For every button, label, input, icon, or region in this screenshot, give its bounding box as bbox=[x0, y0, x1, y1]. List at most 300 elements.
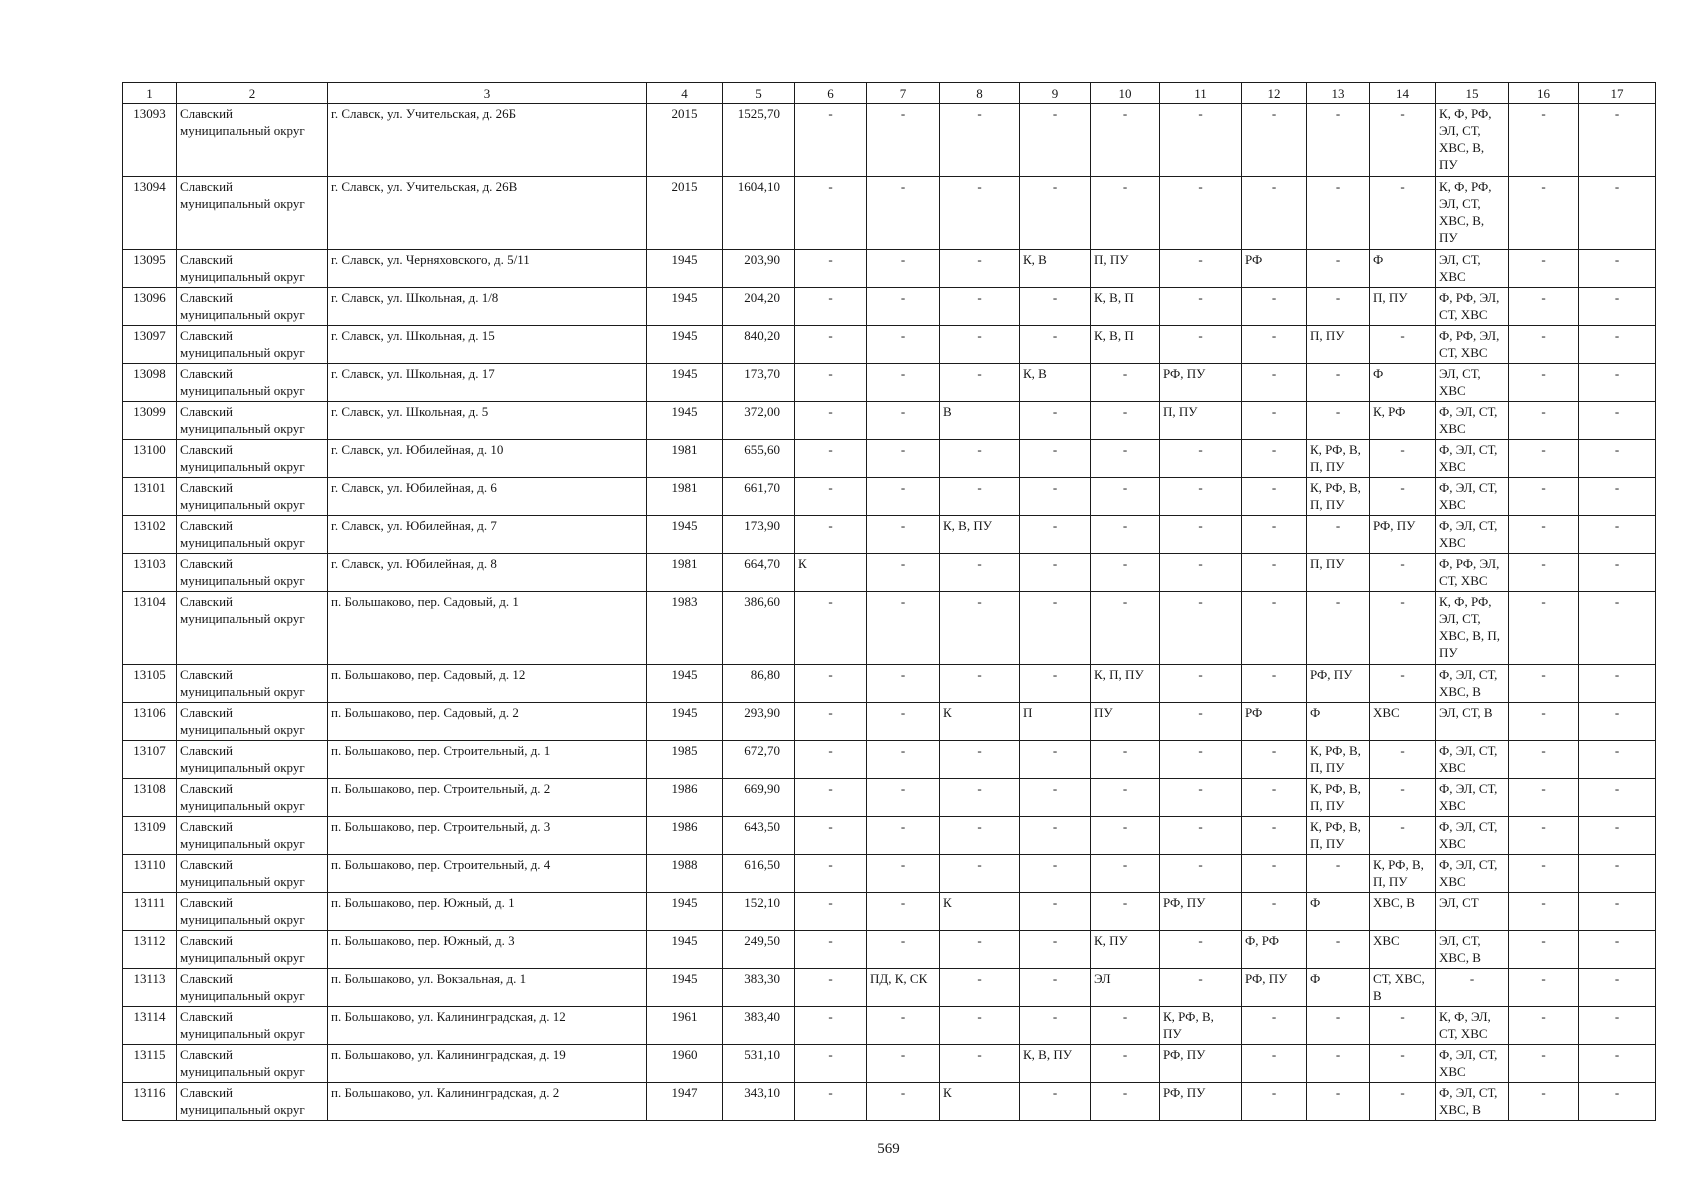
column-11-cell: РФ, ПУ bbox=[1160, 364, 1242, 402]
column-6-cell: - bbox=[795, 893, 867, 931]
column-11-cell: - bbox=[1160, 969, 1242, 1007]
area-cell: 616,50 bbox=[723, 855, 795, 893]
column-17-cell: - bbox=[1579, 592, 1656, 665]
record-number-cell: 13101 bbox=[123, 478, 177, 516]
column-14-cell: - bbox=[1370, 741, 1436, 779]
column-16-cell: - bbox=[1509, 779, 1579, 817]
column-17-cell: - bbox=[1579, 741, 1656, 779]
area-cell: 293,90 bbox=[723, 703, 795, 741]
column-6-cell: - bbox=[795, 703, 867, 741]
area-cell: 173,70 bbox=[723, 364, 795, 402]
year-cell: 1945 bbox=[647, 969, 723, 1007]
column-14-cell: - bbox=[1370, 478, 1436, 516]
column-11-cell: РФ, ПУ bbox=[1160, 1083, 1242, 1121]
column-header: 1 bbox=[123, 83, 177, 104]
column-9-cell: - bbox=[1020, 516, 1091, 554]
column-14-cell: - bbox=[1370, 1045, 1436, 1083]
year-cell: 1945 bbox=[647, 665, 723, 703]
column-9-cell: - bbox=[1020, 104, 1091, 177]
area-cell: 669,90 bbox=[723, 779, 795, 817]
column-16-cell: - bbox=[1509, 1007, 1579, 1045]
column-7-cell: - bbox=[867, 440, 940, 478]
column-15-cell: К, Ф, РФ, ЭЛ, СТ, ХВС, В, П, ПУ bbox=[1436, 592, 1509, 665]
address-cell: п. Большаково, пер. Строительный, д. 1 bbox=[328, 741, 647, 779]
column-15-cell: Ф, ЭЛ, СТ, ХВС, В bbox=[1436, 665, 1509, 703]
column-8-cell: - bbox=[940, 440, 1020, 478]
table-row bbox=[123, 1083, 1656, 1121]
column-11-cell: - bbox=[1160, 931, 1242, 969]
column-13-cell: П, ПУ bbox=[1307, 554, 1370, 592]
column-9-cell: К, В, ПУ bbox=[1020, 1045, 1091, 1083]
column-6-cell: - bbox=[795, 817, 867, 855]
table-row bbox=[123, 893, 1656, 931]
column-9-cell: - bbox=[1020, 931, 1091, 969]
column-6-cell: - bbox=[795, 969, 867, 1007]
address-cell: г. Славск, ул. Школьная, д. 1/8 bbox=[328, 288, 647, 326]
area-cell: 204,20 bbox=[723, 288, 795, 326]
table-row bbox=[123, 402, 1656, 440]
column-10-cell: - bbox=[1091, 592, 1160, 665]
column-15-cell: ЭЛ, СТ, ХВС, В bbox=[1436, 931, 1509, 969]
address-cell: п. Большаково, ул. Вокзальная, д. 1 bbox=[328, 969, 647, 1007]
column-6-cell: - bbox=[795, 326, 867, 364]
column-header: 16 bbox=[1509, 83, 1579, 104]
municipality-cell: Славский муниципальный округ bbox=[177, 703, 328, 741]
column-14-cell: - bbox=[1370, 440, 1436, 478]
column-7-cell: - bbox=[867, 250, 940, 288]
column-13-cell: П, ПУ bbox=[1307, 326, 1370, 364]
table-row bbox=[123, 703, 1656, 741]
column-16-cell: - bbox=[1509, 1083, 1579, 1121]
table-row bbox=[123, 364, 1656, 402]
column-12-cell: - bbox=[1242, 665, 1307, 703]
column-16-cell: - bbox=[1509, 817, 1579, 855]
column-15-cell: Ф, ЭЛ, СТ, ХВС bbox=[1436, 817, 1509, 855]
year-cell: 1945 bbox=[647, 250, 723, 288]
column-17-cell: - bbox=[1579, 402, 1656, 440]
column-17-cell: - bbox=[1579, 440, 1656, 478]
column-14-cell: - bbox=[1370, 1083, 1436, 1121]
record-number-cell: 13106 bbox=[123, 703, 177, 741]
column-12-cell: - bbox=[1242, 104, 1307, 177]
column-8-cell: - bbox=[940, 1007, 1020, 1045]
column-12-cell: - bbox=[1242, 1045, 1307, 1083]
municipality-cell: Славский муниципальный округ bbox=[177, 855, 328, 893]
column-10-cell: ПУ bbox=[1091, 703, 1160, 741]
column-8-cell: - bbox=[940, 177, 1020, 250]
column-7-cell: - bbox=[867, 817, 940, 855]
column-11-cell: П, ПУ bbox=[1160, 402, 1242, 440]
column-17-cell: - bbox=[1579, 779, 1656, 817]
area-cell: 840,20 bbox=[723, 326, 795, 364]
column-10-cell: К, П, ПУ bbox=[1091, 665, 1160, 703]
address-cell: г. Славск, ул. Юбилейная, д. 10 bbox=[328, 440, 647, 478]
year-cell: 1986 bbox=[647, 817, 723, 855]
column-11-cell: - bbox=[1160, 177, 1242, 250]
column-10-cell: - bbox=[1091, 440, 1160, 478]
column-header: 13 bbox=[1307, 83, 1370, 104]
column-12-cell: - bbox=[1242, 817, 1307, 855]
year-cell: 2015 bbox=[647, 104, 723, 177]
address-cell: г. Славск, ул. Юбилейная, д. 6 bbox=[328, 478, 647, 516]
column-14-cell: ХВС bbox=[1370, 703, 1436, 741]
column-10-cell: - bbox=[1091, 364, 1160, 402]
column-6-cell: - bbox=[795, 288, 867, 326]
year-cell: 2015 bbox=[647, 177, 723, 250]
address-cell: г. Славск, ул. Школьная, д. 15 bbox=[328, 326, 647, 364]
column-10-cell: К, В, П bbox=[1091, 326, 1160, 364]
municipality-cell: Славский муниципальный округ bbox=[177, 104, 328, 177]
table-row bbox=[123, 554, 1656, 592]
column-13-cell: - bbox=[1307, 177, 1370, 250]
year-cell: 1988 bbox=[647, 855, 723, 893]
table-row bbox=[123, 104, 1656, 177]
column-11-cell: - bbox=[1160, 779, 1242, 817]
column-12-cell: - bbox=[1242, 741, 1307, 779]
area-cell: 372,00 bbox=[723, 402, 795, 440]
column-9-cell: - bbox=[1020, 779, 1091, 817]
area-cell: 173,90 bbox=[723, 516, 795, 554]
column-14-cell: - bbox=[1370, 779, 1436, 817]
column-16-cell: - bbox=[1509, 402, 1579, 440]
column-14-cell: П, ПУ bbox=[1370, 288, 1436, 326]
column-9-cell: - bbox=[1020, 817, 1091, 855]
column-6-cell: - bbox=[795, 516, 867, 554]
column-15-cell: Ф, ЭЛ, СТ, ХВС bbox=[1436, 1045, 1509, 1083]
area-cell: 664,70 bbox=[723, 554, 795, 592]
year-cell: 1947 bbox=[647, 1083, 723, 1121]
column-11-cell: - bbox=[1160, 855, 1242, 893]
column-9-cell: - bbox=[1020, 592, 1091, 665]
area-cell: 383,30 bbox=[723, 969, 795, 1007]
column-12-cell: РФ bbox=[1242, 703, 1307, 741]
column-10-cell: К, ПУ bbox=[1091, 931, 1160, 969]
column-9-cell: - bbox=[1020, 855, 1091, 893]
column-7-cell: - bbox=[867, 779, 940, 817]
column-12-cell: - bbox=[1242, 478, 1307, 516]
municipality-cell: Славский муниципальный округ bbox=[177, 592, 328, 665]
column-9-cell: П bbox=[1020, 703, 1091, 741]
column-6-cell: - bbox=[795, 250, 867, 288]
municipality-cell: Славский муниципальный округ bbox=[177, 1045, 328, 1083]
column-15-cell: Ф, РФ, ЭЛ, СТ, ХВС bbox=[1436, 554, 1509, 592]
column-10-cell: К, В, П bbox=[1091, 288, 1160, 326]
column-13-cell: - bbox=[1307, 1045, 1370, 1083]
record-number-cell: 13094 bbox=[123, 177, 177, 250]
record-number-cell: 13114 bbox=[123, 1007, 177, 1045]
column-14-cell: - bbox=[1370, 326, 1436, 364]
column-9-cell: - bbox=[1020, 1083, 1091, 1121]
column-17-cell: - bbox=[1579, 855, 1656, 893]
column-17-cell: - bbox=[1579, 1083, 1656, 1121]
column-9-cell: - bbox=[1020, 478, 1091, 516]
column-13-cell: - bbox=[1307, 1083, 1370, 1121]
record-number-cell: 13097 bbox=[123, 326, 177, 364]
column-16-cell: - bbox=[1509, 104, 1579, 177]
municipality-cell: Славский муниципальный округ bbox=[177, 326, 328, 364]
address-cell: п. Большаково, пер. Южный, д. 3 bbox=[328, 931, 647, 969]
column-header: 15 bbox=[1436, 83, 1509, 104]
column-16-cell: - bbox=[1509, 931, 1579, 969]
column-8-cell: В bbox=[940, 402, 1020, 440]
column-12-cell: РФ bbox=[1242, 250, 1307, 288]
column-10-cell: - bbox=[1091, 1083, 1160, 1121]
column-16-cell: - bbox=[1509, 969, 1579, 1007]
column-9-cell: - bbox=[1020, 288, 1091, 326]
record-number-cell: 13096 bbox=[123, 288, 177, 326]
record-number-cell: 13116 bbox=[123, 1083, 177, 1121]
column-7-cell: - bbox=[867, 1007, 940, 1045]
column-15-cell: ЭЛ, СТ, В bbox=[1436, 703, 1509, 741]
column-10-cell: - bbox=[1091, 402, 1160, 440]
column-14-cell: К, РФ bbox=[1370, 402, 1436, 440]
year-cell: 1981 bbox=[647, 440, 723, 478]
column-14-cell: ХВС bbox=[1370, 931, 1436, 969]
column-16-cell: - bbox=[1509, 326, 1579, 364]
column-header: 7 bbox=[867, 83, 940, 104]
column-10-cell: - bbox=[1091, 741, 1160, 779]
column-13-cell: - bbox=[1307, 855, 1370, 893]
record-number-cell: 13098 bbox=[123, 364, 177, 402]
column-8-cell: К bbox=[940, 703, 1020, 741]
column-8-cell: - bbox=[940, 779, 1020, 817]
column-7-cell: - bbox=[867, 177, 940, 250]
column-6-cell: - bbox=[795, 779, 867, 817]
column-11-cell: РФ, ПУ bbox=[1160, 893, 1242, 931]
table-row bbox=[123, 931, 1656, 969]
column-8-cell: - bbox=[940, 364, 1020, 402]
area-cell: 343,10 bbox=[723, 1083, 795, 1121]
column-14-cell: СТ, ХВС, В bbox=[1370, 969, 1436, 1007]
column-13-cell: РФ, ПУ bbox=[1307, 665, 1370, 703]
column-9-cell: - bbox=[1020, 741, 1091, 779]
column-11-cell: - bbox=[1160, 250, 1242, 288]
column-header: 12 bbox=[1242, 83, 1307, 104]
column-7-cell: - bbox=[867, 741, 940, 779]
column-header: 11 bbox=[1160, 83, 1242, 104]
area-cell: 672,70 bbox=[723, 741, 795, 779]
column-11-cell: РФ, ПУ bbox=[1160, 1045, 1242, 1083]
column-7-cell: - bbox=[867, 554, 940, 592]
address-cell: п. Большаково, пер. Строительный, д. 2 bbox=[328, 779, 647, 817]
column-16-cell: - bbox=[1509, 592, 1579, 665]
record-number-cell: 13095 bbox=[123, 250, 177, 288]
column-7-cell: - bbox=[867, 665, 940, 703]
column-13-cell: - bbox=[1307, 288, 1370, 326]
column-16-cell: - bbox=[1509, 855, 1579, 893]
table-row bbox=[123, 288, 1656, 326]
column-11-cell: - bbox=[1160, 440, 1242, 478]
column-8-cell: - bbox=[940, 326, 1020, 364]
column-8-cell: - bbox=[940, 969, 1020, 1007]
column-10-cell: П, ПУ bbox=[1091, 250, 1160, 288]
column-15-cell: К, Ф, РФ, ЭЛ, СТ, ХВС, В, ПУ bbox=[1436, 104, 1509, 177]
address-cell: г. Славск, ул. Учительская, д. 26Б bbox=[328, 104, 647, 177]
column-14-cell: - bbox=[1370, 665, 1436, 703]
column-14-cell: ХВС, В bbox=[1370, 893, 1436, 931]
municipality-cell: Славский муниципальный округ bbox=[177, 893, 328, 931]
column-9-cell: - bbox=[1020, 177, 1091, 250]
column-8-cell: - bbox=[940, 931, 1020, 969]
municipality-cell: Славский муниципальный округ bbox=[177, 478, 328, 516]
year-cell: 1945 bbox=[647, 516, 723, 554]
column-10-cell: - bbox=[1091, 478, 1160, 516]
area-cell: 86,80 bbox=[723, 665, 795, 703]
year-cell: 1945 bbox=[647, 402, 723, 440]
column-15-cell: ЭЛ, СТ bbox=[1436, 893, 1509, 931]
column-17-cell: - bbox=[1579, 665, 1656, 703]
year-cell: 1985 bbox=[647, 741, 723, 779]
column-14-cell: - bbox=[1370, 1007, 1436, 1045]
column-11-cell: К, РФ, В, ПУ bbox=[1160, 1007, 1242, 1045]
column-9-cell: К, В bbox=[1020, 250, 1091, 288]
record-number-cell: 13109 bbox=[123, 817, 177, 855]
column-17-cell: - bbox=[1579, 931, 1656, 969]
address-cell: г. Славск, ул. Школьная, д. 17 bbox=[328, 364, 647, 402]
column-7-cell: - bbox=[867, 104, 940, 177]
column-13-cell: - bbox=[1307, 1007, 1370, 1045]
column-header: 3 bbox=[328, 83, 647, 104]
year-cell: 1945 bbox=[647, 288, 723, 326]
record-number-cell: 13099 bbox=[123, 402, 177, 440]
address-cell: п. Большаково, ул. Калининградская, д. 2 bbox=[328, 1083, 647, 1121]
column-17-cell: - bbox=[1579, 1007, 1656, 1045]
column-17-cell: - bbox=[1579, 250, 1656, 288]
column-15-cell: Ф, РФ, ЭЛ, СТ, ХВС bbox=[1436, 326, 1509, 364]
year-cell: 1945 bbox=[647, 703, 723, 741]
address-cell: п. Большаково, ул. Калининградская, д. 12 bbox=[328, 1007, 647, 1045]
column-17-cell: - bbox=[1579, 364, 1656, 402]
column-9-cell: - bbox=[1020, 665, 1091, 703]
column-16-cell: - bbox=[1509, 554, 1579, 592]
column-14-cell: - bbox=[1370, 104, 1436, 177]
column-7-cell: - bbox=[867, 402, 940, 440]
column-10-cell: - bbox=[1091, 1007, 1160, 1045]
column-12-cell: - bbox=[1242, 1007, 1307, 1045]
municipality-cell: Славский муниципальный округ bbox=[177, 364, 328, 402]
column-15-cell: - bbox=[1436, 969, 1509, 1007]
column-10-cell: - bbox=[1091, 1045, 1160, 1083]
area-cell: 152,10 bbox=[723, 893, 795, 931]
table-row bbox=[123, 440, 1656, 478]
record-number-cell: 13115 bbox=[123, 1045, 177, 1083]
column-13-cell: - bbox=[1307, 592, 1370, 665]
column-8-cell: К, В, ПУ bbox=[940, 516, 1020, 554]
column-6-cell: - bbox=[795, 478, 867, 516]
area-cell: 1525,70 bbox=[723, 104, 795, 177]
column-header: 9 bbox=[1020, 83, 1091, 104]
column-16-cell: - bbox=[1509, 440, 1579, 478]
municipality-cell: Славский муниципальный округ bbox=[177, 1083, 328, 1121]
table-row bbox=[123, 741, 1656, 779]
column-13-cell: К, РФ, В, П, ПУ bbox=[1307, 741, 1370, 779]
record-number-cell: 13105 bbox=[123, 665, 177, 703]
column-6-cell: - bbox=[795, 177, 867, 250]
column-13-cell: - bbox=[1307, 931, 1370, 969]
area-cell: 383,40 bbox=[723, 1007, 795, 1045]
area-cell: 249,50 bbox=[723, 931, 795, 969]
column-9-cell: - bbox=[1020, 1007, 1091, 1045]
column-12-cell: - bbox=[1242, 592, 1307, 665]
column-12-cell: - bbox=[1242, 364, 1307, 402]
column-14-cell: - bbox=[1370, 177, 1436, 250]
column-14-cell: Ф bbox=[1370, 250, 1436, 288]
column-6-cell: К bbox=[795, 554, 867, 592]
column-10-cell: - bbox=[1091, 855, 1160, 893]
column-17-cell: - bbox=[1579, 893, 1656, 931]
column-8-cell: - bbox=[940, 250, 1020, 288]
column-10-cell: - bbox=[1091, 104, 1160, 177]
column-11-cell: - bbox=[1160, 516, 1242, 554]
column-7-cell: - bbox=[867, 478, 940, 516]
column-13-cell: - bbox=[1307, 402, 1370, 440]
municipality-cell: Славский муниципальный округ bbox=[177, 250, 328, 288]
column-16-cell: - bbox=[1509, 177, 1579, 250]
column-7-cell: - bbox=[867, 364, 940, 402]
year-cell: 1981 bbox=[647, 478, 723, 516]
column-10-cell: - bbox=[1091, 516, 1160, 554]
address-cell: г. Славск, ул. Школьная, д. 5 bbox=[328, 402, 647, 440]
address-cell: г. Славск, ул. Учительская, д. 26В bbox=[328, 177, 647, 250]
table-row bbox=[123, 326, 1656, 364]
area-cell: 661,70 bbox=[723, 478, 795, 516]
column-16-cell: - bbox=[1509, 703, 1579, 741]
municipality-cell: Славский муниципальный округ bbox=[177, 665, 328, 703]
column-11-cell: - bbox=[1160, 703, 1242, 741]
municipality-cell: Славский муниципальный округ bbox=[177, 779, 328, 817]
record-number-cell: 13110 bbox=[123, 855, 177, 893]
column-16-cell: - bbox=[1509, 665, 1579, 703]
column-8-cell: К bbox=[940, 893, 1020, 931]
table-row bbox=[123, 779, 1656, 817]
column-12-cell: - bbox=[1242, 893, 1307, 931]
column-7-cell: - bbox=[867, 1083, 940, 1121]
column-14-cell: - bbox=[1370, 817, 1436, 855]
municipality-cell: Славский муниципальный округ bbox=[177, 554, 328, 592]
column-10-cell: - bbox=[1091, 177, 1160, 250]
year-cell: 1945 bbox=[647, 364, 723, 402]
column-13-cell: - bbox=[1307, 364, 1370, 402]
column-15-cell: Ф, ЭЛ, СТ, ХВС bbox=[1436, 402, 1509, 440]
column-8-cell: - bbox=[940, 741, 1020, 779]
column-header: 8 bbox=[940, 83, 1020, 104]
column-12-cell: - bbox=[1242, 326, 1307, 364]
column-7-cell: - bbox=[867, 931, 940, 969]
year-cell: 1945 bbox=[647, 931, 723, 969]
column-6-cell: - bbox=[795, 104, 867, 177]
column-7-cell: - bbox=[867, 326, 940, 364]
table-row bbox=[123, 592, 1656, 665]
column-header: 14 bbox=[1370, 83, 1436, 104]
column-6-cell: - bbox=[795, 592, 867, 665]
column-16-cell: - bbox=[1509, 250, 1579, 288]
column-17-cell: - bbox=[1579, 104, 1656, 177]
column-8-cell: - bbox=[940, 592, 1020, 665]
column-15-cell: Ф, ЭЛ, СТ, ХВС bbox=[1436, 779, 1509, 817]
column-12-cell: - bbox=[1242, 779, 1307, 817]
record-number-cell: 13113 bbox=[123, 969, 177, 1007]
column-11-cell: - bbox=[1160, 326, 1242, 364]
data-table bbox=[122, 82, 1656, 1121]
record-number-cell: 13093 bbox=[123, 104, 177, 177]
column-6-cell: - bbox=[795, 402, 867, 440]
record-number-cell: 13100 bbox=[123, 440, 177, 478]
column-7-cell: - bbox=[867, 855, 940, 893]
municipality-cell: Славский муниципальный округ bbox=[177, 177, 328, 250]
column-8-cell: - bbox=[940, 104, 1020, 177]
year-cell: 1960 bbox=[647, 1045, 723, 1083]
column-6-cell: - bbox=[795, 1083, 867, 1121]
